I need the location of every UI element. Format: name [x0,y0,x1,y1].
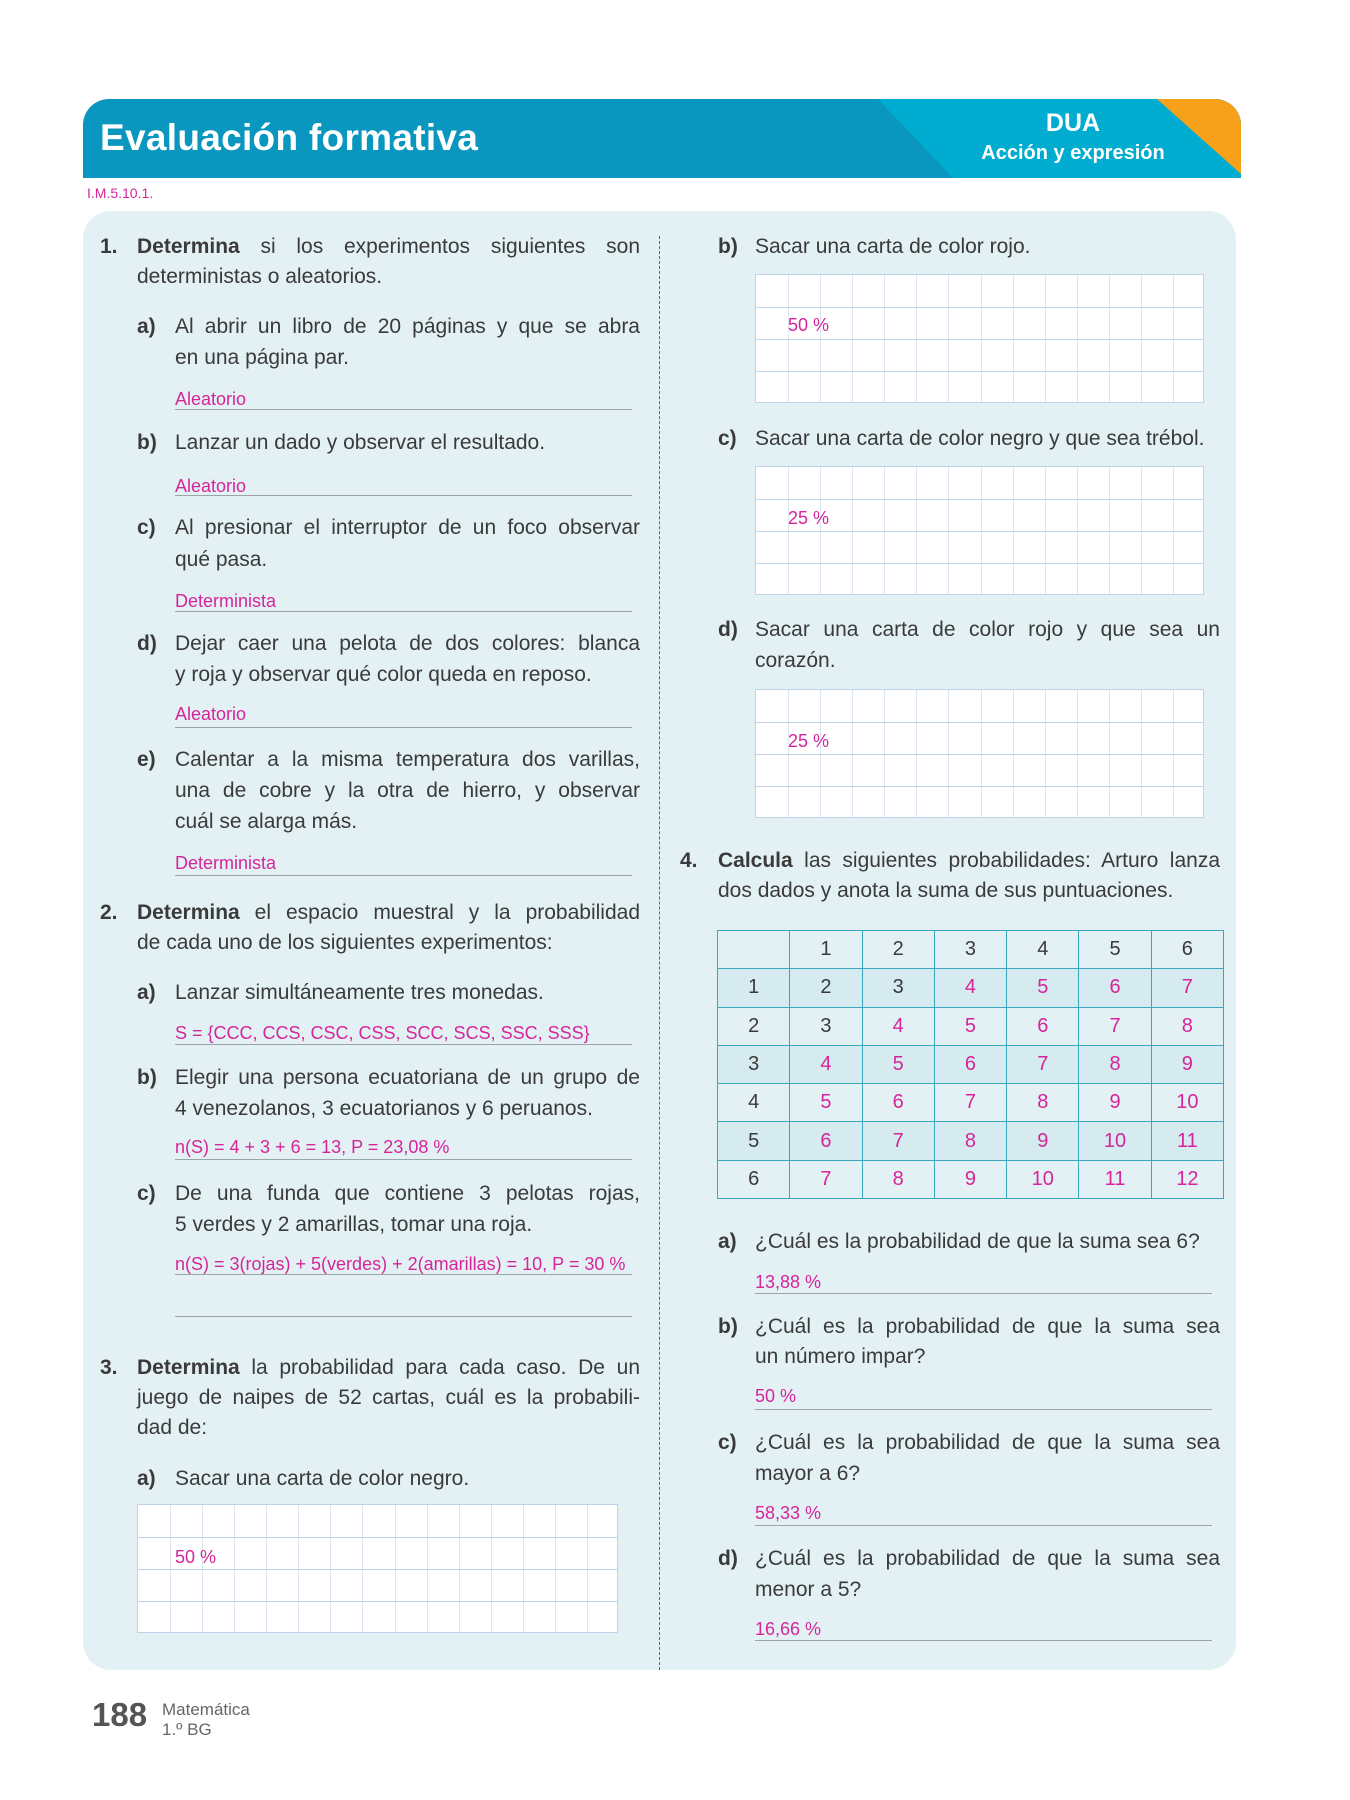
q1-answer: Aleatorio [175,476,247,496]
q1-item-letter: a) [137,315,156,338]
table-cell: 12 [1151,1160,1223,1198]
q3-number: 3. [100,1356,118,1379]
page-number: 188 [92,1696,148,1733]
grid-line [756,563,1203,564]
q4-line: dos dados y anota la suma de sus puntuaciones. [718,879,1174,902]
q2-line: de cada uno de los siguientes experimentos: [137,931,553,954]
table-cell: 2 [790,969,862,1007]
q3-item-text: Sacar una carta de color rojo. [755,235,1031,258]
answer-line [755,1640,1212,1641]
answer-line [175,495,632,496]
answer-line [755,1293,1212,1294]
q1-item-text: Al abrir un libro de 20 páginas y que se abra [175,315,640,338]
q1-item-text: Calentar a la misma temperatura dos varillas, [175,748,640,771]
answer-line [175,1316,632,1317]
grid-line [756,786,1203,787]
q2-answer: S = {CCC, CCS, CSC, CSS, SCC, SCS, SSC, SSS} [175,1023,590,1043]
q2-item-letter: c) [137,1182,156,1205]
q3-line [137,1353,640,1383]
table-cell: 6 [1079,969,1151,1007]
table-cell: 1 [790,931,862,969]
grid-line [756,754,1203,755]
table-cell: 5 [1079,931,1151,969]
q3-item-text: corazón. [755,649,836,672]
q3-verb: Determina [137,1356,240,1379]
q4-item-text: ¿Cuál es la probabilidad de que la suma sea [755,1547,1220,1570]
table-cell: 10 [1151,1084,1223,1122]
q2-item-text: Lanzar simultáneamente tres monedas. [175,981,544,1004]
q1-verb: Determina [137,235,240,258]
q1-item-letter: d) [137,632,157,655]
page-title: Evaluación formativa [100,117,479,158]
answer-line [755,1525,1212,1526]
q1-text: si los experimentos siguientes son [239,235,640,258]
q3-item-letter: b) [718,235,738,258]
q1-item-letter: c) [137,516,156,539]
q3-text: la probabilidad para cada caso. De un [239,1356,640,1379]
table-row [718,1122,1224,1160]
q2-item-text: 4 venezolanos, 3 ecuatorianos y 6 peruanos. [175,1097,593,1120]
table-cell: 3 [790,1007,862,1045]
table-cell: 5 [718,1122,790,1160]
grid-line [756,531,1203,532]
answer-line [175,727,632,728]
table-cell: 4 [1007,931,1079,969]
q1-item-text: y roja y observar qué color queda en reposo. [175,663,592,686]
answer-grid [137,1504,618,1633]
answer-line [175,875,632,876]
q4-item-text: mayor a 6? [755,1462,861,1485]
q2-verb: Determina [137,901,240,924]
table-cell: 9 [934,1160,1006,1198]
q4-answer: 58,33 % [755,1503,822,1523]
table-cell: 6 [934,1045,1006,1083]
q1-item-letter: b) [137,431,157,454]
table-cell: 8 [934,1122,1006,1160]
q4-text: las siguientes probabilidades: Arturo lanza [792,849,1220,872]
answer-grid [755,689,1204,818]
grid-line [756,339,1203,340]
table-cell: 9 [1007,1122,1079,1160]
q2-line [137,898,640,928]
q1-line: deterministas o aleatorios. [137,265,383,288]
table-cell: 5 [934,1007,1006,1045]
table-row [718,969,1224,1007]
q1-item-text: una de cobre y la otra de hierro, y observar [175,779,640,802]
table-cell: 3 [862,969,934,1007]
q4-number: 4. [680,849,698,872]
grid-line [138,1537,617,1538]
table-cell: 10 [1007,1160,1079,1198]
q2-text: el espacio muestral y la probabilidad [239,901,640,924]
q1-item-text: cuál se alarga más. [175,810,358,833]
q2-item-letter: a) [137,981,156,1004]
q3-grid-answer: 25 % [788,508,830,528]
q3-item-text: Sacar una carta de color negro. [175,1467,470,1490]
answer-grid [755,274,1204,403]
table-cell: 5 [1007,969,1079,1007]
q3-item-text: Sacar una carta de color rojo y que sea un [755,618,1220,641]
table-cell: 3 [718,1045,790,1083]
table-cell: 4 [790,1045,862,1083]
dua-badge-title: DUA [1045,109,1101,137]
grid-line [756,499,1203,500]
grade-label: 1.º BG [162,1720,212,1739]
table-cell: 10 [1079,1122,1151,1160]
q4-item-letter: b) [718,1315,738,1338]
table-row [718,1160,1224,1198]
q3-item-text: Sacar una carta de color negro y que sea trébol. [755,427,1205,450]
q1-item-letter: e) [137,748,156,771]
grid-line [756,722,1203,723]
table-cell: 8 [862,1160,934,1198]
table-cell: 2 [862,931,934,969]
table-cell: 7 [862,1122,934,1160]
subject-label: Matemática [162,1700,250,1719]
table-cell: 9 [1079,1084,1151,1122]
q4-item-letter: a) [718,1230,737,1253]
q3-item-letter: c) [718,427,737,450]
table-cell: 4 [934,969,1006,1007]
table-cell: 11 [1151,1122,1223,1160]
q1-item-text: Dejar caer una pelota de dos colores: blanca [175,632,640,655]
q1-answer: Aleatorio [175,389,247,409]
table-cell: 7 [1079,1007,1151,1045]
q2-number: 2. [100,901,118,924]
answer-grid [755,466,1204,595]
grid-line [138,1569,617,1570]
q1-item-text: Al presionar el interruptor de un foco observar [175,516,640,539]
table-cell: 4 [718,1084,790,1122]
grid-line [756,307,1203,308]
grid-line [756,371,1203,372]
answer-line [755,1409,1212,1410]
q3-grid-answer: 25 % [788,731,830,751]
table-row [718,931,1224,969]
q2-item-text: Elegir una persona ecuatoriana de un grupo de [175,1066,640,1089]
table-cell: 7 [790,1160,862,1198]
table-cell: 6 [1151,931,1223,969]
table-cell: 5 [862,1045,934,1083]
q2-answer: n(S) = 4 + 3 + 6 = 13, P = 23,08 % [175,1137,450,1157]
q1-answer: Determinista [175,591,277,611]
q2-item-letter: b) [137,1066,157,1089]
table-cell: 11 [1079,1160,1151,1198]
answer-line [175,1044,632,1045]
q2-item-text: 5 verdes y 2 amarillas, tomar una roja. [175,1213,533,1236]
table-row [718,1084,1224,1122]
q4-item-text: un número impar? [755,1345,926,1368]
table-row [718,1007,1224,1045]
table-cell: 7 [934,1084,1006,1122]
table-row [718,1045,1224,1083]
q4-item-text: ¿Cuál es la probabilidad de que la suma sea [755,1431,1220,1454]
q3-line: dad de: [137,1416,208,1439]
answer-line [175,1274,632,1275]
q3-grid-answer: 50 % [175,1547,217,1567]
table-cell [718,931,790,969]
q4-answer: 13,88 % [755,1272,822,1292]
q4-answer: 50 % [755,1386,797,1406]
q1-item-text: en una página par. [175,346,349,369]
q2-answer: n(S) = 3(rojas) + 5(verdes) + 2(amarillas) = 10, P = 30 % [175,1254,626,1274]
q4-item-letter: d) [718,1547,738,1570]
q1-answer: Aleatorio [175,704,247,724]
q4-answer: 16,66 % [755,1619,822,1639]
q4-item-text: ¿Cuál es la probabilidad de que la suma sea [755,1315,1220,1338]
table-cell: 6 [718,1160,790,1198]
q1-line [137,232,640,262]
section-header [83,99,1241,178]
table-cell: 9 [1151,1045,1223,1083]
table-cell: 8 [1151,1007,1223,1045]
table-cell: 7 [1151,969,1223,1007]
column-divider [659,236,660,1670]
grid-line [138,1601,617,1602]
q1-number: 1. [100,235,118,258]
dice-sum-table [717,930,1224,1199]
dua-badge-subtitle: Acción y expresión [981,142,1165,164]
indicator-code: I.M.5.10.1. [87,185,154,201]
q3-item-letter: d) [718,618,738,641]
q4-line [718,846,1220,876]
answer-line [175,611,632,612]
table-cell: 8 [1007,1084,1079,1122]
q4-item-text: menor a 5? [755,1578,862,1601]
answer-line [175,409,632,410]
table-cell: 6 [1007,1007,1079,1045]
q4-item-text: ¿Cuál es la probabilidad de que la suma sea 6? [755,1230,1200,1253]
q3-line: juego de naipes de 52 cartas, cuál es la probabili- [137,1386,640,1409]
q3-item-letter: a) [137,1467,156,1490]
table-cell: 8 [1079,1045,1151,1083]
table-cell: 1 [718,969,790,1007]
table-cell: 6 [862,1084,934,1122]
table-cell: 3 [934,931,1006,969]
q3-grid-answer: 50 % [788,315,830,335]
table-cell: 2 [718,1007,790,1045]
q4-item-letter: c) [718,1431,737,1454]
q2-item-text: De una funda que contiene 3 pelotas rojas, [175,1182,640,1205]
table-cell: 5 [790,1084,862,1122]
table-cell: 4 [862,1007,934,1045]
table-cell: 6 [790,1122,862,1160]
q1-answer: Determinista [175,853,277,873]
q1-item-text: qué pasa. [175,548,268,571]
q4-verb: Calcula [718,849,793,872]
answer-line [175,1159,632,1160]
table-cell: 7 [1007,1045,1079,1083]
q1-item-text: Lanzar un dado y observar el resultado. [175,431,546,454]
